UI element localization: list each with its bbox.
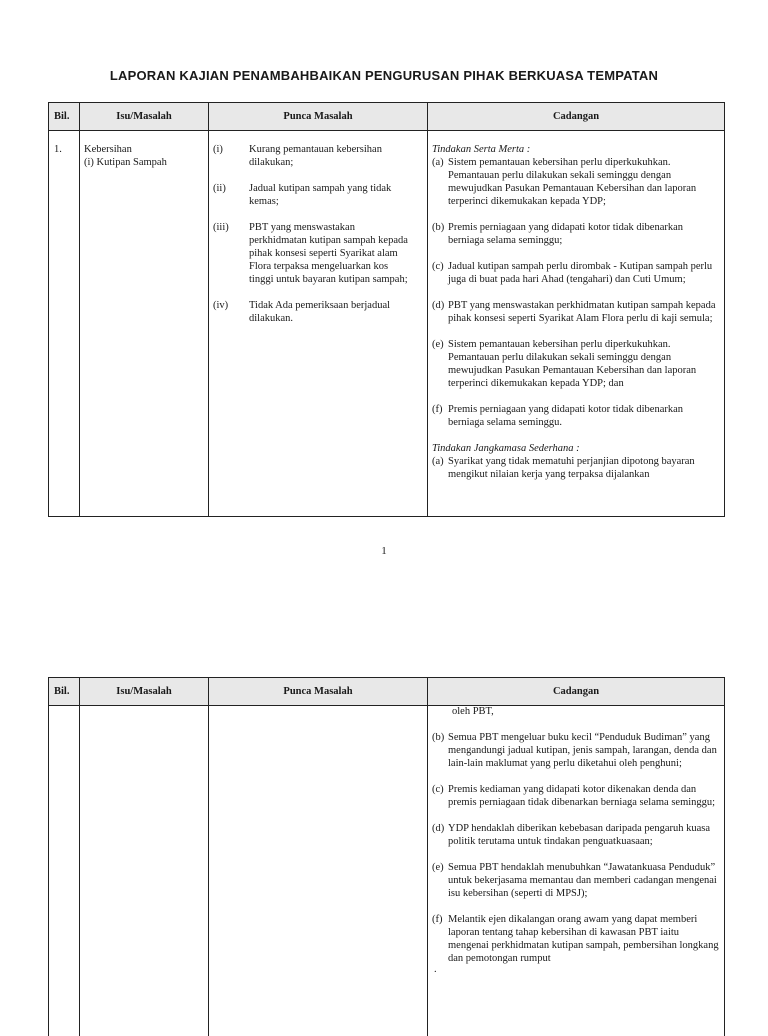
- trailing-dot: .: [434, 964, 437, 975]
- punca-number: (i): [213, 144, 223, 155]
- cadangan-text: Sistem pemantauan kebersihan perlu diperkukuhkan. Pemantauan perlu dilakukan sekali seminggu dengan mewujudkan Pasukan Pemantauan Kebersihan dan laporan terperinci dikemukakan kepada YDP;: [448, 157, 697, 207]
- isu-category: Kebersihan: [84, 144, 132, 155]
- isu-cell: [80, 131, 209, 517]
- cadangan-heading-medium-term: Tindakan Jangkamasa Sederhana :: [432, 443, 580, 454]
- header-isu: Isu/Masalah: [80, 678, 209, 706]
- cadangan-text: Melantik ejen dikalangan orang awam yang dapat memberi laporan tentang tahap kebersihan di kawasan PBT iaitu mengenai perkhidmatan kutipan sampah, pembersihan longkang dan pemotongan rumput: [448, 914, 719, 964]
- cadangan-letter: (a): [432, 456, 444, 467]
- punca-cell: [209, 706, 428, 1036]
- cadangan-letter: (d): [432, 300, 445, 311]
- cadangan-item: [432, 783, 720, 809]
- cadangan-continuation: oleh PBT,: [452, 706, 494, 717]
- cadangan-cell: [428, 131, 725, 517]
- punca-cell: [209, 131, 428, 517]
- cadangan-text: Jadual kutipan sampah perlu dirombak - Kutipan sampah perlu juga di buat pada hari Ahad (tengahari) dan Cuti Umum;: [448, 261, 713, 285]
- punca-text: Jadual kutipan sampah yang tidak kemas;: [249, 183, 392, 207]
- cadangan-text: Syarikat yang tidak mematuhi perjanjian dipotong bayaran mengikut nilaian kerja yang terpaksa dijalankan: [448, 456, 695, 480]
- cadangan-text: Premis kediaman yang didapati kotor dikenakan denda dan premis perniagaan tidak dibenarkan berniaga selama seminggu;: [448, 784, 716, 808]
- report-table-page-1: [48, 102, 725, 517]
- cadangan-letter: (c): [432, 261, 444, 272]
- cadangan-letter: (e): [432, 862, 444, 873]
- punca-item: [213, 221, 423, 286]
- cadangan-text: Premis perniagaan yang didapati kotor tidak dibenarkan berniaga selama seminggu;: [448, 222, 684, 246]
- punca-text: PBT yang menswastakan perkhidmatan kutipan sampah kepada pihak konsesi seperti Syarikat alam Flora terpaksa mengeluarkan kos tinggi untuk bayaran kutipan sampah;: [249, 222, 408, 285]
- punca-item: [213, 299, 423, 325]
- punca-item: [213, 182, 423, 208]
- cadangan-text: YDP hendaklah diberikan kebebasan daripada pengaruh kuasa politik terutama untuk tindakan penguatkuasaan;: [448, 823, 711, 847]
- cadangan-item: [432, 403, 720, 429]
- table-row: [49, 706, 725, 1036]
- report-table-page-2: [48, 677, 725, 1036]
- header-cadangan: Cadangan: [428, 678, 725, 706]
- cadangan-heading-immediate: Tindakan Serta Merta :: [432, 144, 531, 155]
- cadangan-text: Sistem pemantauan kebersihan perlu diperkukuhkan. Pemantauan perlu dilakukan sekali seminggu dengan mewujudkan Pasukan Pemantauan Kebersihan dan laporan terperinci dikemukakan kepada YDP; dan: [448, 339, 697, 389]
- cadangan-letter: (b): [432, 222, 445, 233]
- header-punca: Punca Masalah: [209, 678, 428, 706]
- table-header-row: [49, 103, 725, 131]
- cadangan-text: PBT yang menswastakan perkhidmatan kutipan sampah kepada pihak konsesi seperti Syarikat Alam Flora perlu di kaji semula;: [448, 300, 716, 324]
- table-row: [49, 131, 725, 517]
- cadangan-item: [432, 731, 720, 770]
- cadangan-letter: (d): [432, 823, 445, 834]
- cadangan-letter: (f): [432, 404, 443, 415]
- isu-subcategory: (i) Kutipan Sampah: [84, 157, 167, 168]
- cadangan-item: [432, 338, 720, 390]
- cadangan-item: [432, 221, 720, 247]
- bil-cell: [49, 131, 80, 517]
- isu-cell: [80, 706, 209, 1036]
- bil-cell: [49, 706, 80, 1036]
- cadangan-item: [432, 861, 720, 900]
- cadangan-item: [432, 455, 720, 481]
- header-cadangan: Cadangan: [428, 103, 725, 131]
- header-bil: Bil.: [49, 103, 80, 131]
- punca-number: (iv): [213, 300, 229, 311]
- cadangan-letter: (b): [432, 732, 445, 743]
- cadangan-item: [432, 913, 720, 965]
- cadangan-letter: (f): [432, 914, 443, 925]
- punca-item: [213, 143, 423, 169]
- bil-number: 1.: [54, 144, 62, 155]
- cadangan-item: [432, 156, 720, 208]
- cadangan-text: Semua PBT mengeluar buku kecil “Penduduk Budiman” yang mengandungi jadual kutipan, jenis sampah, larangan, denda dan lain-lain maklumat yang perlu diketahui oleh penghuni;: [448, 732, 717, 769]
- cadangan-text: Premis perniagaan yang didapati kotor tidak dibenarkan berniaga selama seminggu.: [448, 404, 684, 428]
- header-bil: Bil.: [49, 678, 80, 706]
- cadangan-item: [432, 822, 720, 848]
- punca-number: (iii): [213, 222, 229, 233]
- page-title: LAPORAN KAJIAN PENAMBAHBAIKAN PENGURUSAN PIHAK BERKUASA TEMPATAN: [109, 68, 659, 83]
- cadangan-letter: (e): [432, 339, 444, 350]
- punca-text: Tidak Ada pemeriksaan berjadual dilakukan.: [249, 300, 391, 324]
- punca-number: (ii): [213, 183, 226, 194]
- cadangan-item: [432, 299, 720, 325]
- cadangan-text: Semua PBT hendaklah menubuhkan “Jawatankuasa Penduduk” untuk bekerjasama memantau dan memberi cadangan mengenai isu kebersihan (seperti di MPSJ);: [448, 862, 717, 899]
- cadangan-item: [432, 260, 720, 286]
- cadangan-letter: (c): [432, 784, 444, 795]
- page-number: 1: [381, 545, 387, 557]
- header-punca: Punca Masalah: [209, 103, 428, 131]
- table-header-row: [49, 678, 725, 706]
- cadangan-cell: [428, 706, 725, 1036]
- cadangan-letter: (a): [432, 157, 444, 168]
- header-isu: Isu/Masalah: [80, 103, 209, 131]
- punca-text: Kurang pemantauan kebersihan dilakukan;: [249, 144, 382, 168]
